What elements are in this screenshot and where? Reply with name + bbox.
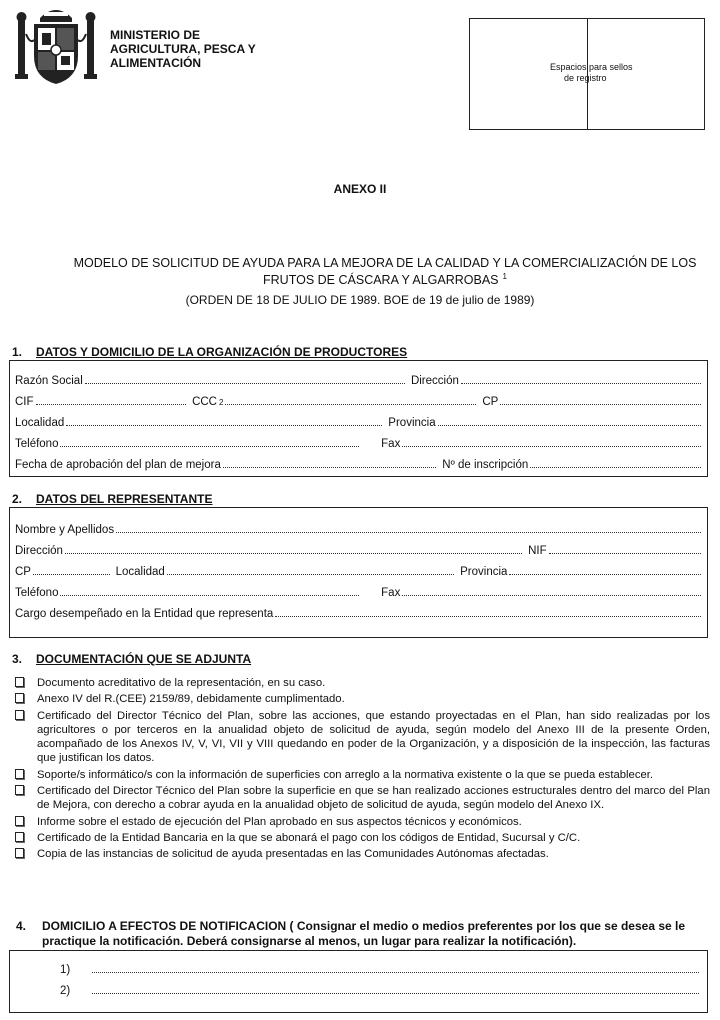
row-cargo xyxy=(15,607,701,623)
direccion-field[interactable] xyxy=(461,374,701,384)
nombre-field[interactable] xyxy=(116,523,701,533)
section2-heading xyxy=(12,492,212,506)
telefono-label: Teléfono xyxy=(15,438,59,450)
direccion-label: Dirección xyxy=(410,375,459,387)
inscripcion-field[interactable] xyxy=(530,458,701,468)
ccc-label: CCC xyxy=(192,396,217,408)
doc-checkbox[interactable] xyxy=(15,816,24,826)
razon-social-field[interactable] xyxy=(85,374,405,384)
section2-box xyxy=(9,507,708,638)
doc-item xyxy=(14,768,710,782)
section1-title: DATOS Y DOMICILIO DE LA ORGANIZACIÓN DE PRODUCTORES xyxy=(36,345,408,359)
doc-item-text: Soporte/s informático/s con la información de superficies con arreglo a la normativa existente o la que se pueda establecer. xyxy=(37,768,654,781)
nif-label: NIF xyxy=(528,545,547,557)
doc-item-text: Certificado de la Entidad Bancaria en la que se abonará el pago con los códigos de Entidad, Sucursal y C/C. xyxy=(37,831,581,844)
doc-item xyxy=(14,831,710,845)
inscripcion-label: Nº de inscripción xyxy=(442,459,529,471)
doc-item xyxy=(14,709,710,766)
fax-label: Fax xyxy=(381,438,401,450)
fecha-aprobacion-field[interactable] xyxy=(223,458,436,468)
stamp-label-line1: Espacios para sellos xyxy=(550,62,633,72)
rep-telefono-field[interactable] xyxy=(60,586,359,596)
notification-line2-field[interactable] xyxy=(92,984,699,994)
document-title xyxy=(40,256,720,287)
doc-checkbox[interactable] xyxy=(15,693,24,703)
section3-title: DOCUMENTACIÓN QUE SE ADJUNTA xyxy=(36,652,252,666)
ccc-field[interactable] xyxy=(225,395,476,405)
nif-field[interactable] xyxy=(549,544,701,554)
doc-item xyxy=(14,692,710,706)
telefono-field[interactable] xyxy=(60,437,359,447)
provincia-field[interactable] xyxy=(438,416,701,426)
order-reference: (ORDEN DE 18 DE JULIO DE 1989. BOE de 19 de julio de 1989) xyxy=(185,293,535,307)
section4-title: DOMICILIO A EFECTOS DE NOTIFICACION ( Consignar el medio o medios preferentes por los que se desea se le practique la notificación. Deberá consignarse al menos, un lugar para realizar la notificación). xyxy=(42,919,686,948)
row-cp-localidad-provincia xyxy=(15,565,701,581)
ministry-line: ALIMENTACIÓN xyxy=(110,56,202,70)
row-telefono-fax xyxy=(15,437,701,453)
doc-item-text: Anexo IV del R.(CEE) 2159/89, debidamente cumplimentado. xyxy=(37,693,345,706)
row-rep-telefono-fax xyxy=(15,586,701,602)
section4-heading xyxy=(16,919,706,949)
doc-item-text: Documento acreditativo de la representación, en su caso. xyxy=(37,677,326,689)
section2-title: DATOS DEL REPRESENTANTE xyxy=(36,492,213,506)
section1-heading xyxy=(12,345,407,359)
row-cif-ccc-cp xyxy=(15,395,701,411)
stamp-label-line2: de registro xyxy=(564,73,607,83)
row-fecha-inscripcion xyxy=(15,458,701,474)
doc-item-text: Informe sobre el estado de ejecución del Plan aprobado en sus aspectos técnicos y económicos. xyxy=(37,815,522,828)
registry-stamp-box xyxy=(469,18,705,130)
section1-number: 1. xyxy=(12,345,23,359)
cargo-field[interactable] xyxy=(275,607,701,617)
title-footnote-mark: 1 xyxy=(502,272,507,281)
fecha-aprobacion-label: Fecha de aprobación del plan de mejora xyxy=(15,459,221,471)
row-nombre xyxy=(15,523,701,539)
razon-social-label: Razón Social xyxy=(15,375,83,387)
rep-fax-label: Fax xyxy=(381,587,401,599)
doc-item xyxy=(14,676,710,690)
cargo-label: Cargo desempeñado en la Entidad que representa xyxy=(15,608,274,620)
cif-field[interactable] xyxy=(36,395,187,405)
section2-number: 2. xyxy=(12,492,23,506)
doc-checkbox[interactable] xyxy=(15,848,24,858)
notification-row-2 xyxy=(60,984,699,997)
cp-label: CP xyxy=(482,396,499,408)
rep-cp-label: CP xyxy=(15,566,31,578)
notification-line2-label: 2) xyxy=(60,985,71,997)
notification-line1-label: 1) xyxy=(60,964,71,976)
notification-line1-field[interactable] xyxy=(92,963,699,973)
doc-checkbox[interactable] xyxy=(15,710,24,720)
nombre-label: Nombre y Apellidos xyxy=(15,524,115,536)
doc-item-text: Copia de las instancias de solicitud de ayuda presentadas en las Comunidades Autónomas afectadas. xyxy=(37,848,549,861)
localidad-field[interactable] xyxy=(66,416,382,426)
section3-heading xyxy=(12,652,251,666)
doc-item-text: Certificado del Director Técnico del Plan sobre la superficie en que se han realizado acciones estructurales dentro del marco del Plan de Mejora, con derecho a cobrar ayuda en la anualidad objeto de solicitud de ayuda, según modelo del Anexo IX. xyxy=(37,785,710,812)
doc-item-text: Certificado del Director Técnico del Plan, sobre las acciones, que estando proyectadas en el Plan, han sido realizadas por los agricultores o por terceros en la anualidad objeto de solicitud de ayuda, según modelo del Anexo III de la presente Orden, acompañado de los Anexos IV, V, VI, VII y VIII quedando en poder de la Organización, y a disposición de la inspección, las facturas que justifican los datos. xyxy=(37,709,710,765)
doc-item xyxy=(14,815,710,829)
doc-checkbox[interactable] xyxy=(15,677,24,687)
localidad-label: Localidad xyxy=(15,417,65,429)
rep-provincia-label: Provincia xyxy=(460,566,508,578)
coat-of-arms-logo xyxy=(10,4,102,88)
section3-number: 3. xyxy=(12,652,23,666)
title-line2: FRUTOS DE CÁSCARA Y ALGARROBAS xyxy=(263,273,499,288)
documentation-list xyxy=(14,676,710,864)
ccc-footnote-mark: 2 xyxy=(218,398,224,407)
doc-item xyxy=(14,784,710,813)
row-direccion-nif xyxy=(15,544,701,560)
provincia-label: Provincia xyxy=(388,417,436,429)
section4-box xyxy=(9,950,708,1013)
section4-number: 4. xyxy=(16,919,27,933)
cp-field[interactable] xyxy=(500,395,701,405)
annex-heading: ANEXO II xyxy=(333,182,387,196)
doc-item xyxy=(14,847,710,861)
rep-cp-field[interactable] xyxy=(33,565,110,575)
ministry-line: AGRICULTURA, PESCA Y xyxy=(110,42,256,56)
cif-label: CIF xyxy=(15,396,34,408)
doc-checkbox[interactable] xyxy=(15,785,24,795)
rep-fax-field[interactable] xyxy=(402,586,701,596)
row-localidad-provincia xyxy=(15,416,701,432)
section1-box xyxy=(9,360,708,477)
rep-localidad-label: Localidad xyxy=(115,566,165,578)
title-line1: MODELO DE SOLICITUD DE AYUDA PARA LA MEJORA DE LA CALIDAD Y LA COMERCIALIZACIÓN DE LOS xyxy=(73,256,697,270)
rep-provincia-field[interactable] xyxy=(509,565,701,575)
rep-direccion-field[interactable] xyxy=(65,544,522,554)
notification-row-1 xyxy=(60,963,699,976)
row-razon-direccion xyxy=(15,374,701,390)
rep-direccion-label: Dirección xyxy=(15,545,63,557)
doc-checkbox[interactable] xyxy=(15,832,24,842)
rep-localidad-field[interactable] xyxy=(167,565,454,575)
fax-field[interactable] xyxy=(402,437,701,447)
ministry-line: MINISTERIO DE xyxy=(110,28,201,42)
rep-telefono-label: Teléfono xyxy=(15,587,59,599)
doc-checkbox[interactable] xyxy=(15,769,24,779)
ministry-name xyxy=(110,28,256,70)
